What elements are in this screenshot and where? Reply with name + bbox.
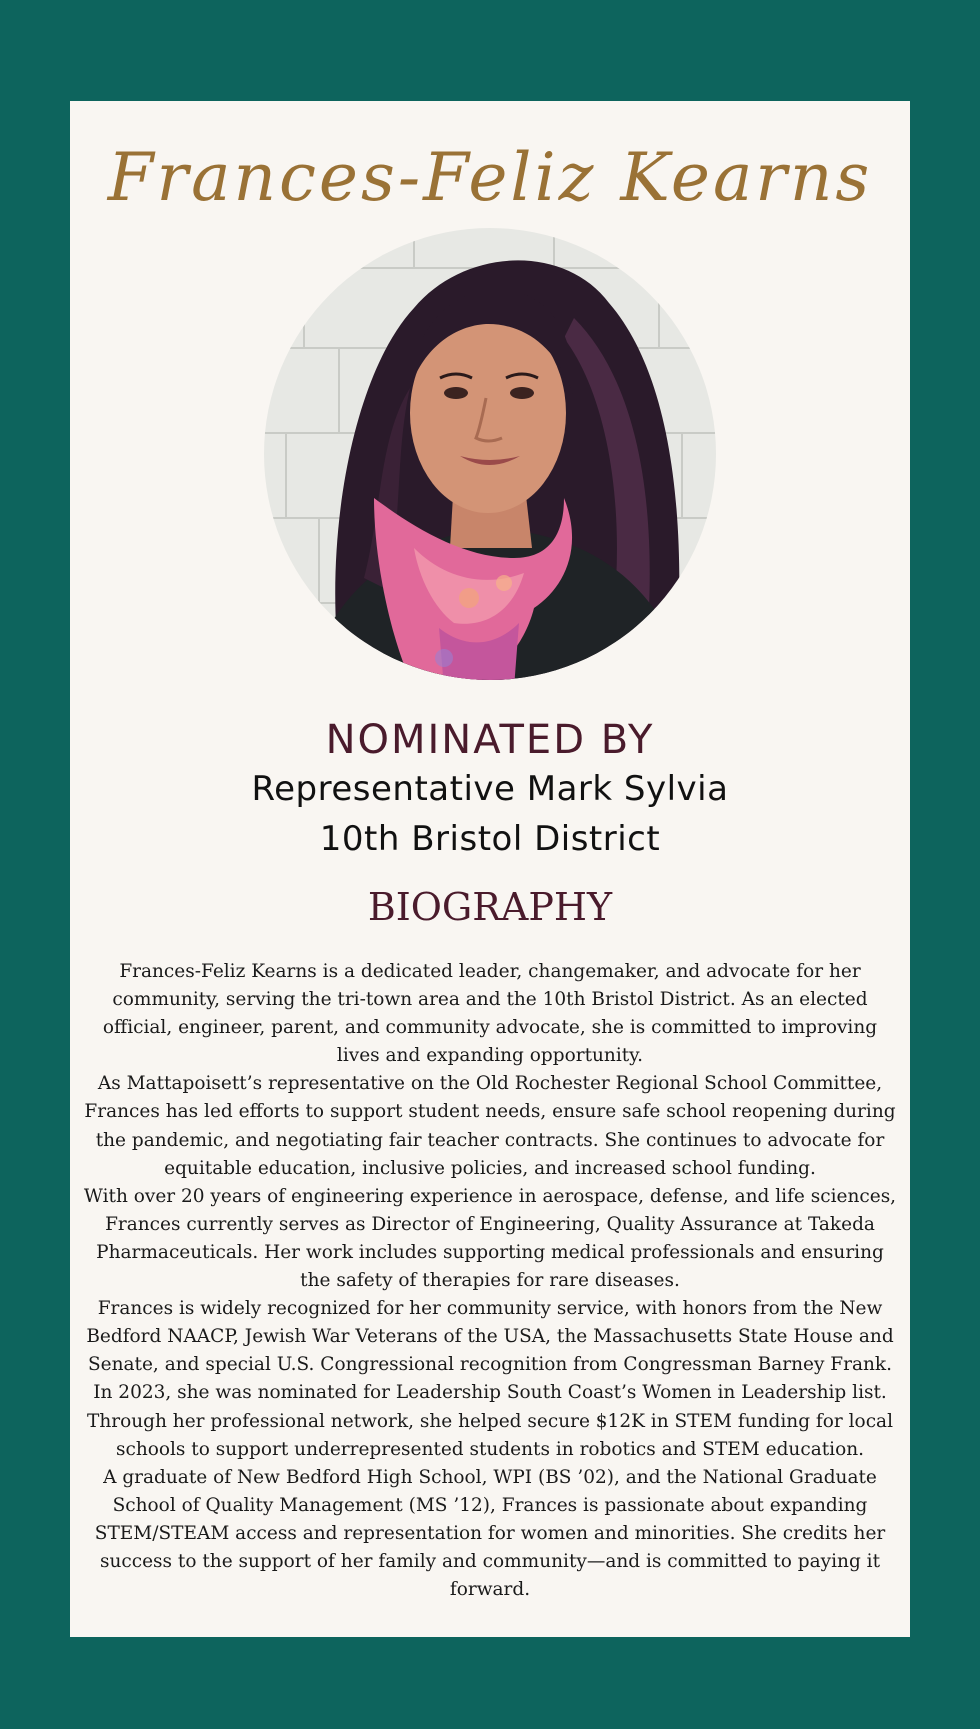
biography-text: [82, 958, 898, 1604]
bio-paragraph: As Mattapoisett’s representative on the Old Rochester Regional School Committee, Frances has led efforts to support student needs, ensure safe school reopening during the pandemic, and negotiating fair teacher contracts. She continues to advocate for equitable education, inclusive policies, and increased school funding.: [84, 1073, 896, 1179]
nominator-name: Representative Mark Sylvia: [251, 769, 729, 809]
signature-name: Frances-Feliz Kearns: [107, 139, 873, 216]
profile-photo: [264, 228, 716, 680]
profile-card: [70, 101, 910, 1637]
biography-heading: BIOGRAPHY: [367, 885, 613, 929]
bio-paragraph: With over 20 years of engineering experience in aerospace, defense, and life sciences, Frances currently serves as Director of Engineering, Quality Assurance at Takeda Pharmaceuticals. Her work includes supporting medical professionals and ensuring the safety of therapies for rare diseases.: [83, 1185, 897, 1292]
nominator-district: 10th Bristol District: [319, 819, 661, 859]
bio-paragraph: Frances-Feliz Kearns is a dedicated leader, changemaker, and advocate for her community, serving the tri-town area and the 10th Bristol District. As an elected official, engineer, parent, and community advocate, she is committed to improving lives and expanding opportunity.: [102, 961, 878, 1067]
nominated-by-heading: NOMINATED BY: [325, 717, 655, 763]
bio-paragraph: Frances is widely recognized for her community service, with honors from the New Bedford NAACP, Jewish War Veterans of the USA, the Massachusetts State House and Senate, and special U.S. Congressional recognition from Congressman Barney Frank. In 2023, she was nominated for Leadership South Coast’s Women in Leadership list.: [86, 1298, 894, 1404]
bio-paragraph: Through her professional network, she helped secure $12K in STEM funding for local schools to support underrepresented students in robotics and STEM education.: [87, 1410, 893, 1460]
bio-paragraph: A graduate of New Bedford High School, WPI (BS ’02), and the National Graduate School of Quality Management (MS ’12), Frances is passionate about expanding STEM/STEAM access and representation for women and minorities. She credits her success to the support of her family and community—and is committed to paying it forward.: [94, 1466, 886, 1601]
